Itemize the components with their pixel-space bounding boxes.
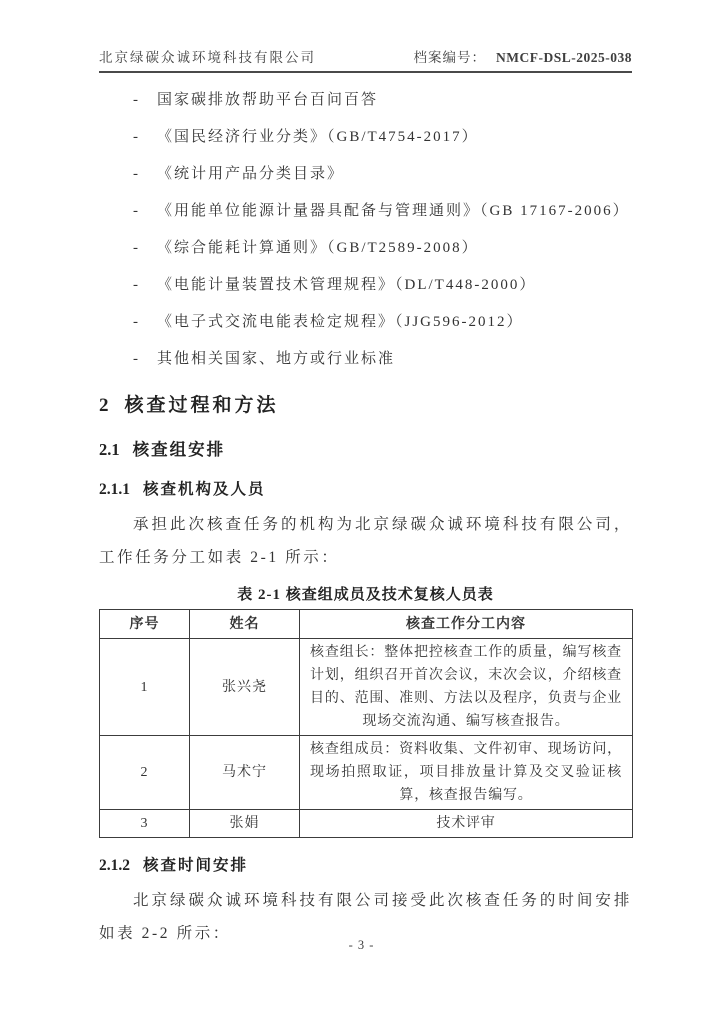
cell-duty: 核查组成员：资料收集、文件初审、现场访问，现场拍照取证，项目排放量计算及交叉验证核算，核查报告编写。 — [300, 736, 633, 810]
reference-list-item — [133, 349, 632, 370]
bullet-dash-marker: - — [133, 203, 138, 219]
cell-index: 3 — [100, 810, 190, 838]
page-number: - 3 - — [348, 938, 375, 952]
reference-list-item-text: 《国民经济行业分类》（GB/T4754-2017） — [157, 129, 479, 145]
verification-org-paragraph: 承担此次核查任务的机构为北京绿碳众诚环境科技有限公司，工作任务分工如表 2-1 所示： — [99, 516, 632, 566]
archive-number-label: 档案编号： — [413, 50, 486, 65]
column-header-name: 姓名 — [190, 610, 300, 639]
cell-name: 张兴尧 — [190, 639, 300, 736]
section-number: 2.1 — [99, 440, 120, 459]
bullet-dash-marker: - — [133, 351, 138, 367]
reference-list-item-text: 国家碳排放帮助平台百问百答 — [157, 92, 379, 108]
time-arrangement-paragraph: 北京绿碳众诚环境科技有限公司接受此次核查任务的时间安排如表 2-2 所示： — [99, 892, 632, 942]
reference-list-item — [133, 90, 632, 111]
reference-list-item-text: 《用能单位能源计量器具配备与管理通则》（GB 17167-2006） — [157, 203, 630, 219]
table-row — [100, 736, 633, 810]
bullet-dash-marker: - — [133, 92, 138, 108]
section-number: 2.1.1 — [99, 481, 130, 498]
table-header-row — [100, 610, 633, 639]
reference-list-item — [133, 312, 632, 333]
section-title: 核查组安排 — [132, 440, 226, 459]
section-title: 核查过程和方法 — [124, 395, 279, 416]
reference-list-item-text: 《综合能耗计算通则》（GB/T2589-2008） — [157, 240, 479, 256]
table-row — [100, 810, 633, 838]
section-title: 核查时间安排 — [143, 857, 249, 874]
page-header — [99, 46, 632, 73]
page-content — [99, 90, 632, 950]
bullet-dash-marker: - — [133, 277, 138, 293]
reference-list-item — [133, 127, 632, 148]
archive-number-group — [414, 46, 633, 66]
verification-team-table — [99, 609, 633, 838]
cell-duty: 技术评审 — [300, 810, 633, 838]
section-heading-2-1-1 — [99, 478, 632, 502]
bullet-dash-marker: - — [133, 129, 138, 145]
archive-number-value: NMCF-DSL-2025-038 — [496, 50, 632, 65]
section-title: 核查机构及人员 — [143, 481, 266, 498]
reference-list-item — [133, 201, 632, 222]
section-heading-2-1-2 — [99, 854, 632, 878]
column-header-index: 序号 — [100, 610, 190, 639]
reference-list-item-text: 《电能计量装置技术管理规程》（DL/T448-2000） — [157, 277, 537, 293]
cell-index: 2 — [100, 736, 190, 810]
section-heading-2 — [99, 392, 632, 420]
cell-name: 马术宁 — [190, 736, 300, 810]
company-name: 北京绿碳众诚环境科技有限公司 — [99, 50, 316, 65]
bullet-dash-marker: - — [133, 240, 138, 256]
reference-list-item — [133, 275, 632, 296]
reference-list-item-text: 其他相关国家、地方或行业标准 — [157, 351, 396, 367]
reference-list-item — [133, 164, 632, 185]
reference-list-item — [133, 238, 632, 259]
table-row — [100, 639, 633, 736]
cell-index: 1 — [100, 639, 190, 736]
section-number: 2 — [99, 395, 109, 416]
bullet-dash-marker: - — [133, 314, 138, 330]
cell-duty: 核查组长：整体把控核查工作的质量，编写核查计划，组织召开首次会议，末次会议，介绍核查目的、范围、准则、方法以及程序，负责与企业现场交流沟通、编写核查报告。 — [300, 639, 633, 736]
bullet-dash-marker: - — [133, 166, 138, 182]
reference-list-item-text: 《电子式交流电能表检定规程》（JJG596-2012） — [157, 314, 524, 330]
column-header-duty: 核查工作分工内容 — [300, 610, 633, 639]
section-heading-2-1 — [99, 438, 632, 462]
table-2-1-title: 表 2-1 核查组成员及技术复核人员表 — [237, 587, 494, 603]
cell-name: 张娟 — [190, 810, 300, 838]
reference-standards-list — [99, 90, 632, 370]
section-number: 2.1.2 — [99, 857, 130, 874]
reference-list-item-text: 《统计用产品分类目录》 — [157, 166, 345, 182]
